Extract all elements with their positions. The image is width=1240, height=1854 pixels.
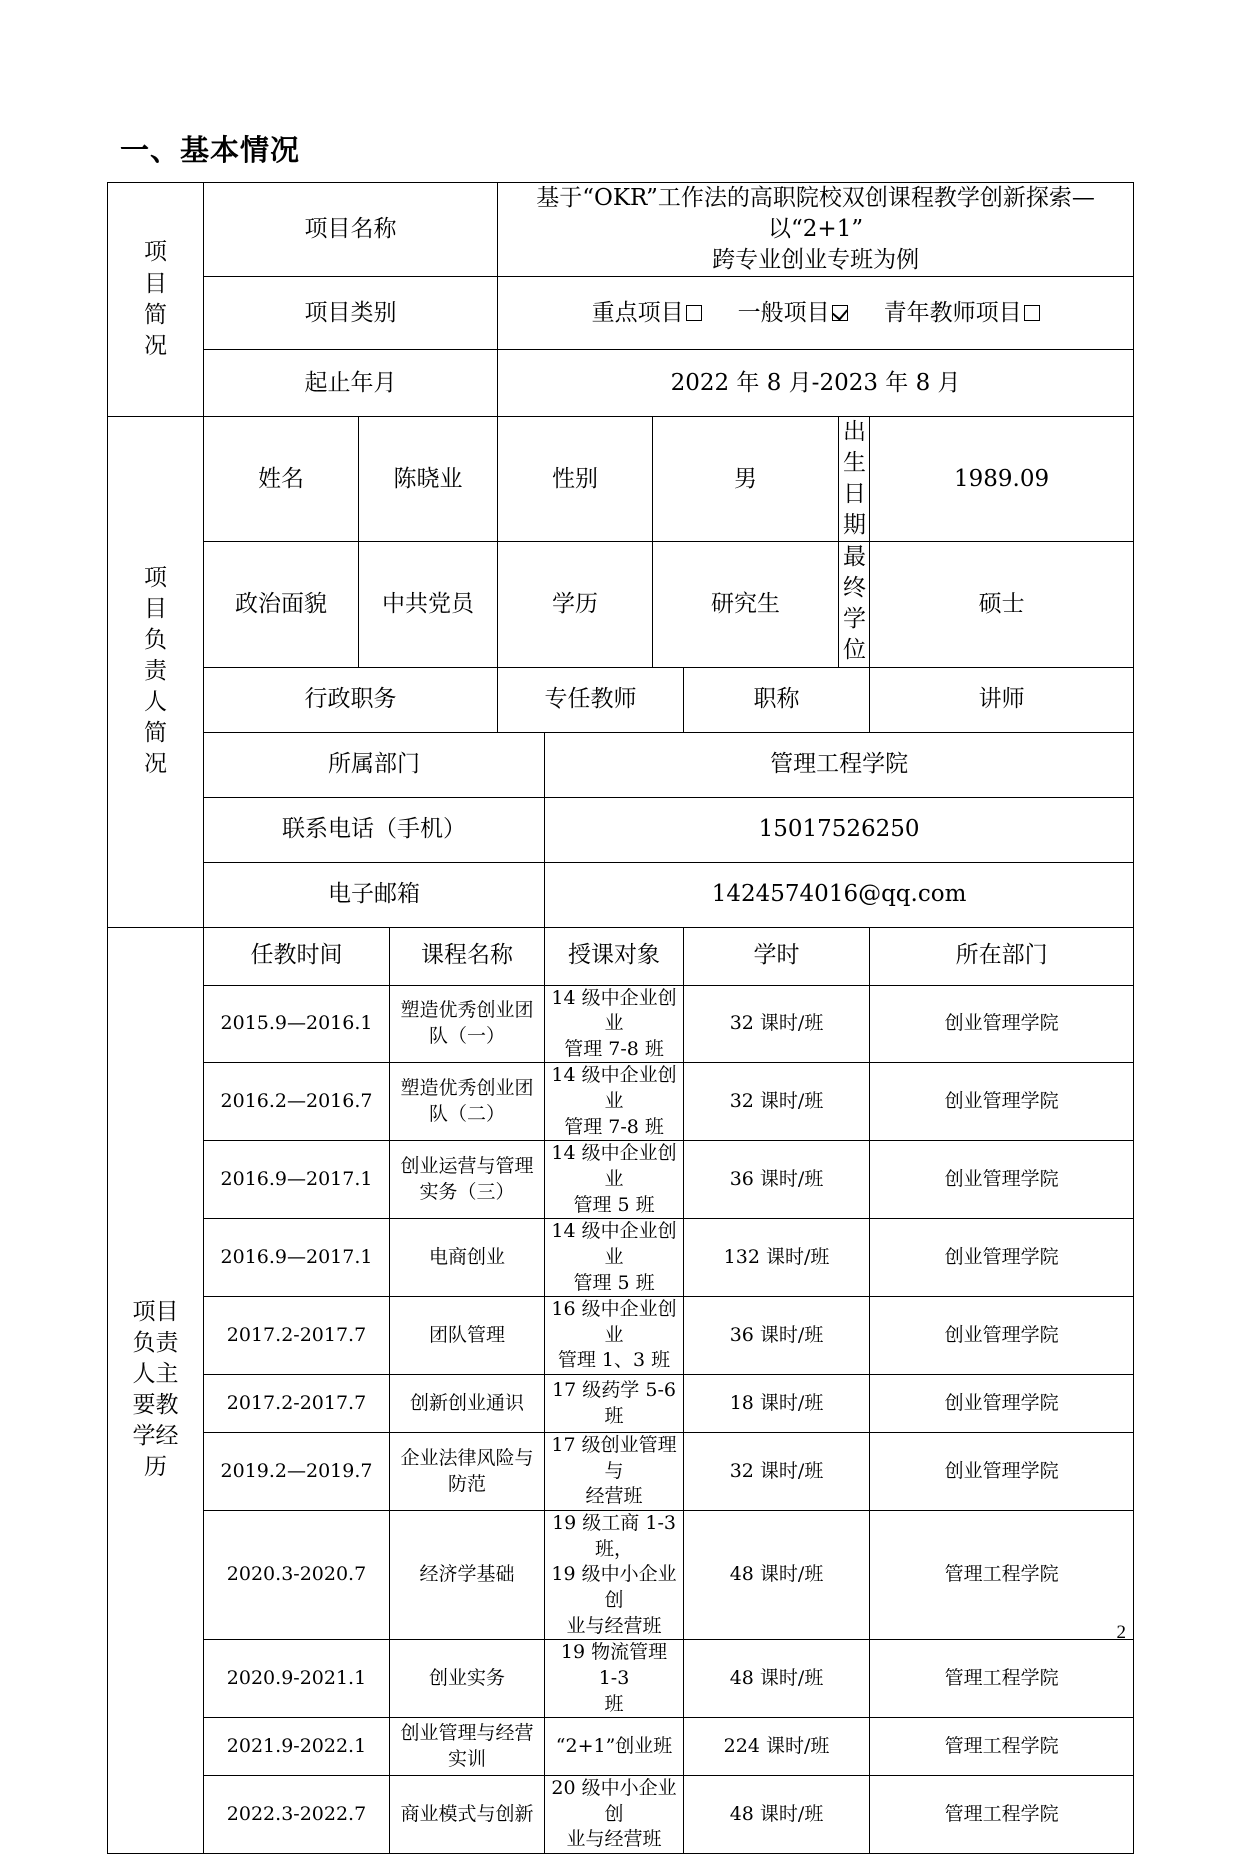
experience-target-cell: 14 级中企业创业 管理 5 班	[545, 1141, 684, 1219]
experience-target-cell: 16 级中企业创业 管理 1、3 班	[545, 1297, 684, 1375]
leader-birth-label: 出生日期	[839, 417, 870, 542]
checked-box-icon[interactable]	[832, 305, 848, 321]
category-option[interactable]: 重点项目	[592, 300, 702, 326]
experience-dept-cell: 管理工程学院	[870, 1511, 1134, 1640]
experience-hours-cell: 48 课时/班	[684, 1776, 870, 1854]
experience-hours-cell: 36 课时/班	[684, 1141, 870, 1219]
experience-dept-cell: 管理工程学院	[870, 1776, 1134, 1854]
leader-politics-label: 政治面貌	[204, 542, 359, 667]
experience-course-cell: 团队管理	[390, 1297, 545, 1375]
experience-target-cell: 17 级药学 5-6 班	[545, 1375, 684, 1433]
leader-gender-value: 男	[653, 417, 839, 542]
experience-dept-cell: 创业管理学院	[870, 1219, 1134, 1297]
experience-dept-cell: 创业管理学院	[870, 1375, 1134, 1433]
project-category-options	[498, 277, 1134, 350]
category-option[interactable]: 一般项目	[738, 300, 848, 326]
table-row	[108, 1776, 1134, 1854]
experience-course-cell: 经济学基础	[390, 1511, 545, 1640]
experience-course-cell: 商业模式与创新	[390, 1776, 545, 1854]
category-option[interactable]: 青年教师项目	[884, 300, 1040, 326]
page-number: 2	[1116, 1622, 1126, 1643]
experience-header-cell: 课程名称	[390, 927, 545, 985]
experience-target-cell: 19 级工商 1-3 班， 19 级中小企业创 业与经营班	[545, 1511, 684, 1640]
experience-hours-cell: 224 课时/班	[684, 1718, 870, 1776]
leader-group-label: 项 目 负 责 人 简 况	[108, 417, 204, 927]
unchecked-box-icon[interactable]	[1024, 305, 1040, 321]
experience-target-cell: 14 级中企业创业 管理 5 班	[545, 1219, 684, 1297]
leader-degree-value: 硕士	[870, 542, 1134, 667]
experience-time-cell: 2021.9-2022.1	[204, 1718, 390, 1776]
experience-course-cell: 创业实务	[390, 1640, 545, 1718]
experience-course-cell: 创新创业通识	[390, 1375, 545, 1433]
experience-dept-cell: 创业管理学院	[870, 1141, 1134, 1219]
leader-phone-label: 联系电话（手机）	[204, 797, 545, 862]
experience-dept-cell: 管理工程学院	[870, 1640, 1134, 1718]
experience-time-cell: 2016.2—2016.7	[204, 1063, 390, 1141]
experience-time-cell: 2016.9—2017.1	[204, 1219, 390, 1297]
leader-name-label: 姓名	[204, 417, 359, 542]
leader-dept-value: 管理工程学院	[545, 732, 1134, 797]
table-row	[108, 1718, 1134, 1776]
experience-hours-cell: 32 课时/班	[684, 985, 870, 1063]
table-row	[108, 1141, 1134, 1219]
experience-dept-cell: 管理工程学院	[870, 1718, 1134, 1776]
leader-title-label: 职称	[684, 667, 870, 732]
leader-email-label: 电子邮箱	[204, 862, 545, 927]
table-row	[108, 1640, 1134, 1718]
experience-target-cell: 14 级中企业创业 管理 7-8 班	[545, 1063, 684, 1141]
experience-hours-cell: 48 课时/班	[684, 1511, 870, 1640]
project-period-value: 2022 年 8 月-2023 年 8 月	[498, 350, 1134, 417]
experience-hours-cell: 48 课时/班	[684, 1640, 870, 1718]
experience-course-cell: 塑造优秀创业团 队（二）	[390, 1063, 545, 1141]
table-row	[108, 1433, 1134, 1511]
leader-birth-value: 1989.09	[870, 417, 1134, 542]
leader-gender-label: 性别	[498, 417, 653, 542]
table-row	[108, 1511, 1134, 1640]
experience-time-cell: 2016.9—2017.1	[204, 1141, 390, 1219]
experience-hours-cell: 18 课时/班	[684, 1375, 870, 1433]
unchecked-box-icon[interactable]	[686, 305, 702, 321]
experience-header-cell: 所在部门	[870, 927, 1134, 985]
leader-education-label: 学历	[498, 542, 653, 667]
table-row	[108, 1063, 1134, 1141]
table-row	[108, 1219, 1134, 1297]
experience-hours-cell: 32 课时/班	[684, 1433, 870, 1511]
experience-target-cell: 19 物流管理 1-3 班	[545, 1640, 684, 1718]
experience-target-cell: 14 级中企业创业 管理 7-8 班	[545, 985, 684, 1063]
leader-education-value: 研究生	[653, 542, 839, 667]
experience-dept-cell: 创业管理学院	[870, 985, 1134, 1063]
leader-politics-value: 中共党员	[359, 542, 498, 667]
leader-degree-label: 最终学位	[839, 542, 870, 667]
experience-time-cell: 2022.3-2022.7	[204, 1776, 390, 1854]
table-row	[108, 1375, 1134, 1433]
experience-time-cell: 2017.2-2017.7	[204, 1297, 390, 1375]
experience-hours-cell: 36 课时/班	[684, 1297, 870, 1375]
experience-time-cell: 2017.2-2017.7	[204, 1375, 390, 1433]
basic-info-table	[107, 182, 1134, 1854]
leader-phone-value: 15017526250	[545, 797, 1134, 862]
experience-hours-cell: 132 课时/班	[684, 1219, 870, 1297]
experience-time-cell: 2020.3-2020.7	[204, 1511, 390, 1640]
leader-email-value: 1424574016@qq.com	[545, 862, 1134, 927]
experience-target-cell: 20 级中小企业创 业与经营班	[545, 1776, 684, 1854]
project-category-label: 项目类别	[204, 277, 498, 350]
experience-header-cell: 学时	[684, 927, 870, 985]
project-name-value: 基于“OKR”工作法的高职院校双创课程教学创新探索—以“2+1” 跨专业创业专班为例	[498, 183, 1134, 277]
leader-position-label: 行政职务	[204, 667, 498, 732]
section-title: 一、基本情况	[120, 133, 301, 167]
experience-time-cell: 2019.2—2019.7	[204, 1433, 390, 1511]
experience-target-cell: 17 级创业管理与 经营班	[545, 1433, 684, 1511]
experience-course-cell: 塑造优秀创业团 队（一）	[390, 985, 545, 1063]
project-group-label: 项 目 简 况	[108, 183, 204, 417]
experience-course-cell: 创业运营与管理 实务（三）	[390, 1141, 545, 1219]
experience-course-cell: 企业法律风险与 防范	[390, 1433, 545, 1511]
leader-position-value: 专任教师	[498, 667, 684, 732]
experience-group-label: 项目 负责 人主 要教 学经 历	[108, 927, 204, 1854]
leader-dept-label: 所属部门	[204, 732, 545, 797]
experience-target-cell: “2+1”创业班	[545, 1718, 684, 1776]
experience-hours-cell: 32 课时/班	[684, 1063, 870, 1141]
project-name-label: 项目名称	[204, 183, 498, 277]
table-row	[108, 1297, 1134, 1375]
project-period-label: 起止年月	[204, 350, 498, 417]
experience-dept-cell: 创业管理学院	[870, 1433, 1134, 1511]
leader-title-value: 讲师	[870, 667, 1134, 732]
experience-time-cell: 2015.9—2016.1	[204, 985, 390, 1063]
experience-course-cell: 电商创业	[390, 1219, 545, 1297]
experience-header-cell: 任教时间	[204, 927, 390, 985]
experience-dept-cell: 创业管理学院	[870, 1063, 1134, 1141]
table-row	[108, 985, 1134, 1063]
experience-course-cell: 创业管理与经营 实训	[390, 1718, 545, 1776]
leader-name-value: 陈晓业	[359, 417, 498, 542]
experience-header-cell: 授课对象	[545, 927, 684, 985]
experience-time-cell: 2020.9-2021.1	[204, 1640, 390, 1718]
experience-dept-cell: 创业管理学院	[870, 1297, 1134, 1375]
